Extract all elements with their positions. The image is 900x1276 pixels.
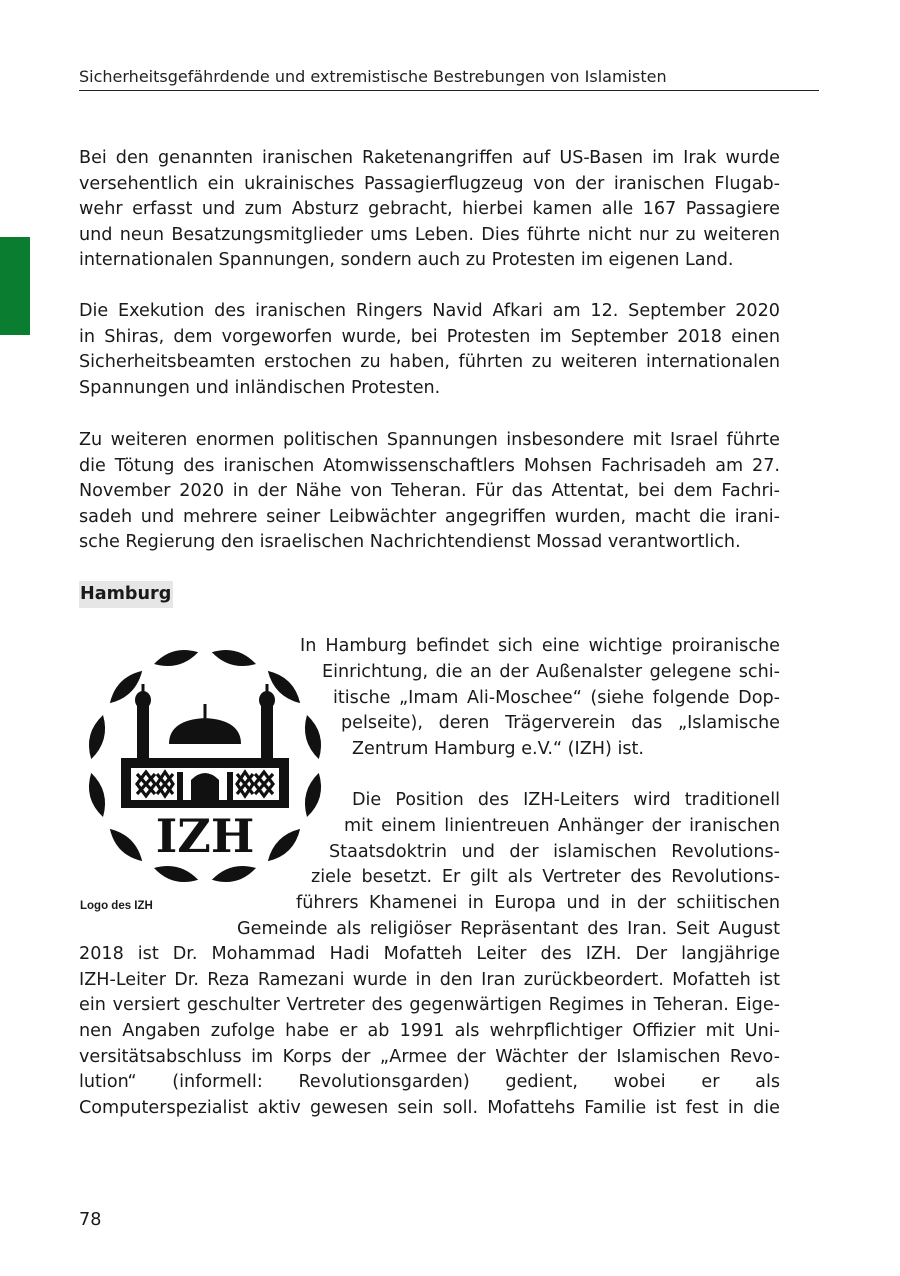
- text-line: Die Exekution des iranischen Ringers Navid Afkari am 12. September 2020: [79, 301, 780, 321]
- logo-wreath-leaf: [305, 773, 321, 817]
- text-line: Gemeinde als religiöser Repräsentant des Iran. Seit August: [237, 919, 780, 939]
- text-line: ziele besetzt. Er gilt als Vertreter des Revolutions-: [311, 867, 780, 887]
- text-line: Die Position des IZH-Leiters wird traditionell: [352, 790, 780, 810]
- logo-mosque-icon: [121, 684, 289, 808]
- chapter-tab-marker: [0, 237, 30, 335]
- logo-wreath-leaf: [305, 715, 321, 759]
- text-line: internationalen Spannungen, sondern auch zu Protesten im eigenen Land.: [79, 250, 734, 271]
- text-line: lution“ (informell: Revolutionsgarden) gedient, wobei er als: [79, 1072, 780, 1092]
- text-line: in Shiras, dem vorgeworfen wurde, bei Protesten im September 2018 einen: [79, 326, 780, 347]
- logo-wreath-leaf: [212, 866, 256, 882]
- text-line: Staatsdoktrin und der islamischen Revolutions-: [329, 842, 780, 862]
- logo-wreath-leaf: [110, 829, 142, 861]
- text-line: ein versiert geschulter Vertreter des gegenwärtigen Regimes in Teheran. Eige-: [79, 995, 780, 1015]
- text-line: mit einem linientreuen Anhänger der iranischen: [344, 816, 780, 836]
- text-line: sche Regierung den israelischen Nachrichtendienst Mossad verantwortlich.: [79, 532, 741, 553]
- text-line: Bei den genannten iranischen Raketenangriffen auf US-Basen im Irak wurde: [79, 148, 780, 168]
- logo-text: IZH: [155, 809, 255, 863]
- text-line: versehentlich ein ukrainisches Passagierflugzeug von der iranischen Flugab-: [79, 173, 780, 194]
- text-line: Zu weiteren enormen politischen Spannungen insbesondere mit Israel führte: [79, 430, 780, 450]
- paragraph-fachrisadeh: [79, 428, 780, 556]
- text-line: Zentrum Hamburg e.V.“ (IZH) ist.: [352, 739, 645, 759]
- text-line: versitätsabschluss im Korps der „Armee der Wächter der Islamischen Revo-: [79, 1047, 780, 1067]
- text-line: Sicherheitsbeamten erstochen zu haben, führten zu weiteren internationalen: [79, 352, 780, 373]
- logo-wreath-leaf: [89, 773, 105, 817]
- running-header: Sicherheitsgefährdende und extremistische Bestrebungen von Islamisten: [79, 66, 819, 91]
- text-line: und neun Besatzungsmitglieder ums Leben. Dies führte nicht nur zu weiteren: [79, 224, 780, 245]
- text-line: Einrichtung, die an der Außenalster gelegene schi-: [322, 662, 780, 682]
- logo-wreath-leaf: [89, 715, 105, 759]
- section-heading-hamburg: Hamburg: [79, 581, 173, 608]
- text-line: pelseite), deren Trägerverein das „Islamische: [341, 713, 780, 733]
- paragraph-rocket-attacks: [79, 146, 780, 274]
- text-line: itische „Imam Ali-Moschee“ (siehe folgende Dop-: [333, 688, 780, 708]
- logo-wreath-leaf: [212, 650, 256, 666]
- logo-wreath-leaf: [268, 829, 300, 861]
- logo-wreath-leaf: [154, 866, 198, 882]
- text-line: Spannungen und inländischen Protesten.: [79, 377, 441, 398]
- text-line: IZH-Leiter Dr. Reza Ramezani wurde in den Iran zurückbeordert. Mofatteh ist: [79, 970, 780, 990]
- text-line: In Hamburg befindet sich eine wichtige proiranische: [300, 636, 780, 656]
- izh-logo: [79, 640, 331, 892]
- logo-caption: Logo des IZH: [80, 900, 153, 912]
- text-line: November 2020 in der Nähe von Teheran. Für das Attentat, bei dem Fachri-: [79, 481, 780, 502]
- text-line: nen Angaben zufolge habe er ab 1991 als wehrpflichtiger Offizier mit Uni-: [79, 1021, 780, 1041]
- logo-wreath-leaf: [154, 650, 198, 666]
- text-line: wehr erfasst und zum Absturz gebracht, hierbei kamen alle 167 Passagiere: [79, 199, 780, 220]
- text-line: die Tötung des iranischen Atomwissenschaftlers Mohsen Fachrisadeh am 27.: [79, 455, 780, 476]
- page-number: 78: [79, 1210, 102, 1230]
- text-line: Computerspezialist aktiv gewesen sein soll. Mofattehs Familie ist fest in die: [79, 1098, 780, 1118]
- paragraph-afkari-execution: [79, 299, 780, 401]
- text-line: führers Khamenei in Europa und in der schiitischen: [296, 893, 780, 913]
- text-line: sadeh und mehrere seiner Leibwächter angegriffen wurden, macht die irani-: [79, 506, 780, 527]
- text-line: 2018 ist Dr. Mohammad Hadi Mofatteh Leiter des IZH. Der langjährige: [79, 944, 780, 964]
